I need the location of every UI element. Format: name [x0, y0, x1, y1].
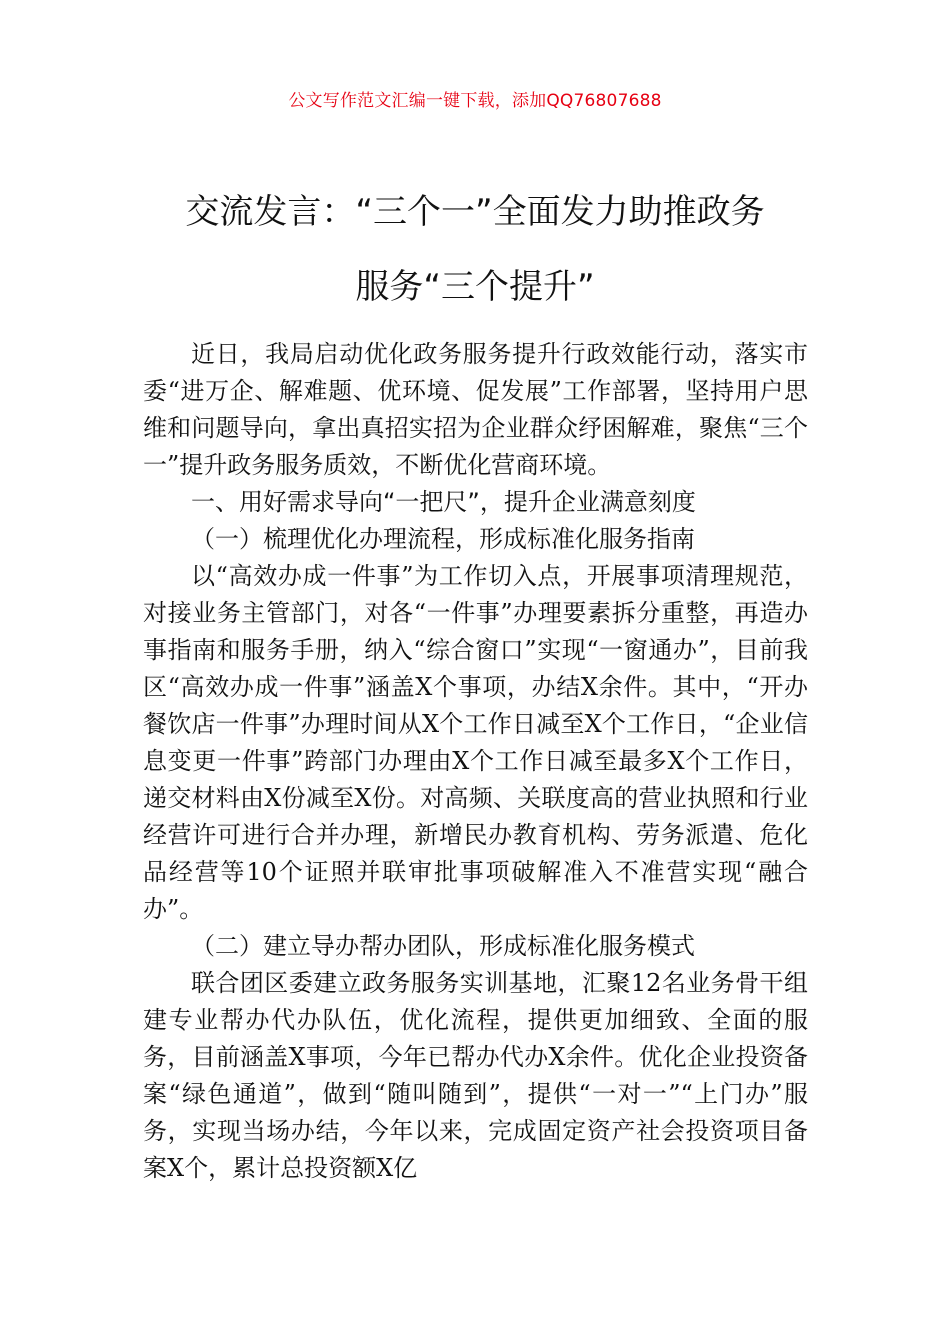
section-1-heading: 一、用好需求导向“一把尺”，提升企业满意刻度 [191, 488, 696, 516]
title-line-2: 服务“三个提升” [355, 267, 595, 307]
subsection-2-heading: （二）建立导办帮办团队，形成标准化服务模式 [191, 932, 695, 960]
subsection-2-body: 联合团区委建立政务服务实训基地，汇聚12名业务骨干组建专业帮办代办队伍，优化流程，提供更加细致、全面的服务，目前涵盖X事项，今年已帮办代办X余件。优化企业投资备案“绿色通道”，做到“随叫随到”，提供“一对一”“上门办”服务，实现当场办结，今年以来，完成固定资产社会投资项目备案X个，累计总投资额X亿 [143, 969, 808, 1182]
header-note: 公文写作范文汇编一键下载，添加QQ76807688 [288, 91, 662, 111]
title-line-1: 交流发言：“三个一”全面发力助推政务 [185, 192, 765, 232]
document-title [135, 175, 815, 325]
document-body [143, 336, 808, 1187]
subsection-1-heading: （一）梳理优化办理流程，形成标准化服务指南 [191, 525, 695, 553]
subsection-1-body: 以“高效办成一件事”为工作切入点，开展事项清理规范，对接业务主管部门，对各“一件事”办理要素拆分重整，再造办事指南和服务手册，纳入“综合窗口”实现“一窗通办”，目前我区“高效办成一件事”涵盖X个事项，办结X余件。其中，“开办餐饮店一件事”办理时间从X个工作日减至X个工作日，“企业信息变更一件事”跨部门办理由X个工作日减至最多X个工作日，递交材料由X份减至X份。对高频、关联度高的营业执照和行业经营许可进行合并办理，新增民办教育机构、劳务派遣、危化品经营等10个证照并联审批事项破解准入不准营实现“融合办”。 [143, 562, 808, 923]
intro-paragraph: 近日，我局启动优化政务服务提升行政效能行动，落实市委“进万企、解难题、优环境、促发展”工作部署，坚持用户思维和问题导向，拿出真招实招为企业群众纾困解难，聚焦“三个一”提升政务服务质效，不断优化营商环境。 [143, 340, 808, 479]
